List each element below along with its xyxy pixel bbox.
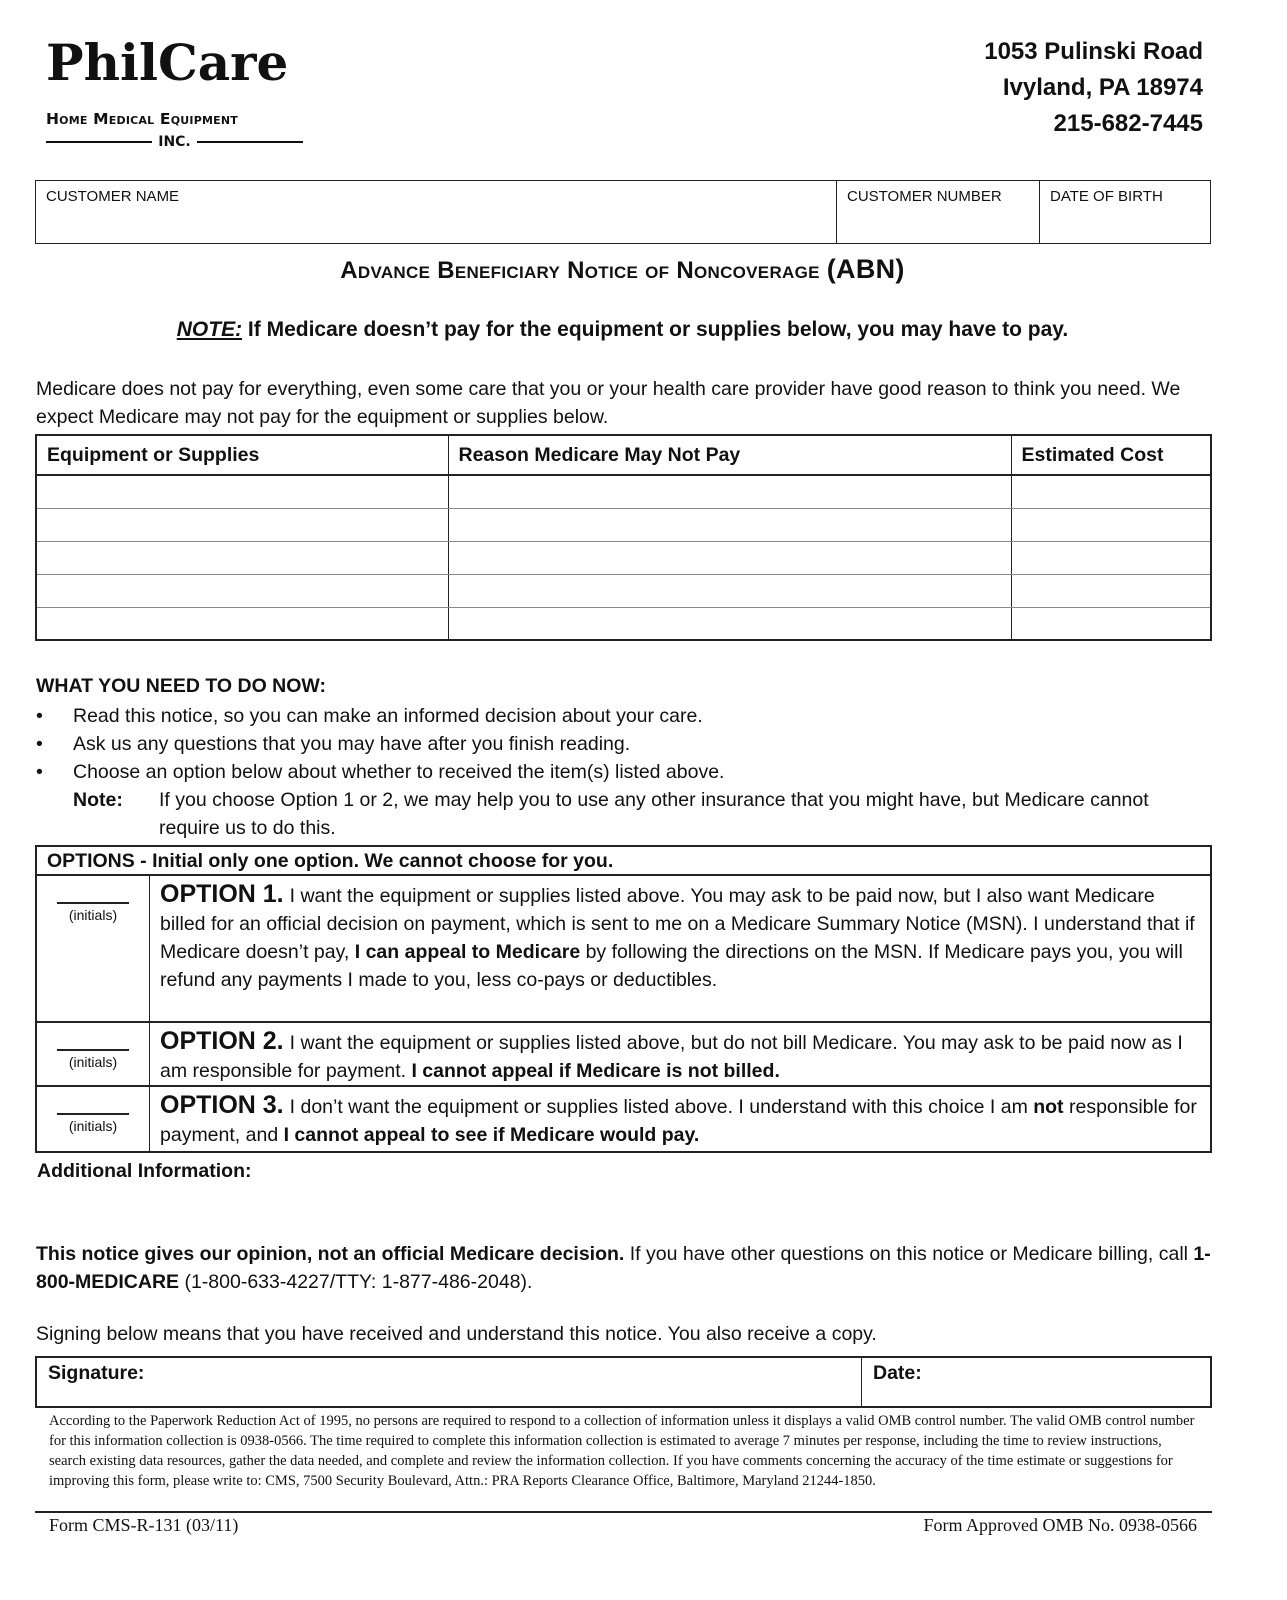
cost-cell[interactable] [1011, 607, 1211, 640]
customer-info-box [35, 180, 1211, 244]
form-id: Form CMS-R-131 (03/11) [49, 1515, 239, 1535]
column-header-cost: Estimated Cost [1011, 435, 1211, 475]
initials-line [57, 1049, 129, 1051]
reason-cell[interactable] [448, 607, 1011, 640]
column-header-reason: Reason Medicare May Not Pay [448, 435, 1011, 475]
divider [197, 141, 303, 143]
signature-field[interactable] [37, 1358, 861, 1406]
note-label: NOTE: [176, 318, 243, 341]
todo-note-text: If you choose Option 1 or 2, we may help you to use any other insurance that you might have, but Medicare cannot require us to do this. [159, 789, 1149, 839]
option-2-row [37, 1023, 1210, 1087]
omb-approval: Form Approved OMB No. 0938-0566 [923, 1515, 1197, 1535]
signature-box [35, 1356, 1212, 1408]
cost-cell[interactable] [1011, 541, 1211, 574]
option-3-title: OPTION 3. [160, 1091, 284, 1119]
options-heading: OPTIONS - Initial only one option. We cannot choose for you. [37, 847, 1210, 876]
bullet-icon: • [36, 761, 43, 783]
company-name: PhilCare [46, 33, 289, 92]
note-banner [0, 318, 1245, 342]
address-phone: 215-682-7445 [1053, 110, 1203, 137]
address-city: Ivyland, PA 18974 [1002, 74, 1203, 101]
equipment-cell[interactable] [36, 607, 448, 640]
equipment-cell[interactable] [36, 541, 448, 574]
customer-number-field[interactable] [836, 181, 1039, 243]
customer-name-field[interactable] [36, 181, 836, 243]
footer-divider [35, 1511, 1212, 1513]
company-logo [46, 33, 289, 92]
option-1-text: OPTION 1. I want the equipment or supplies listed above. You may ask to be paid now, but I also want Medicare billed for an official decision on payment, which is sent to me on a Medicare Summary Notice (MSN). I understand that if Medicare doesn’t pay, I can appeal to Medicare by following the directions on the MSN. If Medicare pays you, you will refund any payments I made to you, less co-pays or deductibles. [160, 880, 1195, 991]
note-text: If Medicare doesn’t pay for the equipment or supplies below, you may have to pay. [242, 318, 1069, 341]
address-street: 1053 Pulinski Road [984, 38, 1203, 65]
option-1-initials-field[interactable] [37, 876, 150, 1021]
options-box [35, 845, 1212, 1153]
page-title: Advance Beneficiary Notice of Noncoverage (ABN) [340, 254, 905, 284]
option-2-text: OPTION 2. I want the equipment or supplies listed above, but do not bill Medicare. You may ask to be paid now as I am responsible for payment. I cannot appeal if Medicare is not billed. [160, 1027, 1183, 1082]
option-1-row [37, 876, 1210, 1023]
cost-cell[interactable] [1011, 508, 1211, 541]
list-item: • Read this notice, so you can make an informed decision about your care. [36, 702, 1216, 730]
table-row [36, 574, 1211, 607]
title-abbreviation: (ABN) [826, 254, 905, 284]
additional-information-field[interactable] [37, 1160, 251, 1183]
equipment-cell[interactable] [36, 475, 448, 508]
column-header-equipment: Equipment or Supplies [36, 435, 448, 475]
todo-heading: WHAT YOU NEED TO DO NOW: [36, 675, 326, 697]
todo-list [36, 702, 1216, 786]
paperwork-reduction-act-notice: According to the Paperwork Reduction Act of 1995, no persons are required to respond to a collection of information unless it displays a valid OMB control number. The valid OMB control number for this information collection is 0938-0566. The time required to complete this information collection is estimated to average 7 minutes per response, including the time to review instructions, search existing data resources, gather the data needed, and complete and review the information collection. If you have comments concerning the accuracy of the time estimate or suggestions for improving this form, please write to: CMS, 7500 Security Boulevard, Attn.: PRA Reports Clearance Office, Baltimore, Maryland 21244-1850. [49, 1413, 1195, 1489]
reason-cell[interactable] [448, 508, 1011, 541]
reason-cell[interactable] [448, 541, 1011, 574]
option-1-title: OPTION 1. [160, 880, 284, 908]
table-row [36, 541, 1211, 574]
initials-line [57, 1113, 129, 1115]
table-header-row [36, 435, 1211, 475]
initials-line [57, 902, 129, 904]
reason-cell[interactable] [448, 574, 1011, 607]
disclaimer-paragraph: This notice gives our opinion, not an official Medicare decision. If you have other questions on this notice or Medicare billing, call 1-800-MEDICARE (1-800-633-4227/TTY: 1-877-486-2048). [36, 1243, 1211, 1293]
equipment-cell[interactable] [36, 508, 448, 541]
date-of-birth-field[interactable] [1039, 181, 1210, 243]
date-field[interactable] [861, 1358, 1210, 1406]
option-3-initials-field[interactable] [37, 1087, 150, 1151]
intro-paragraph: Medicare does not pay for everything, even some care that you or your health care provider have good reason to think you need. We expect Medicare may not pay for the equipment or supplies below. [36, 378, 1181, 428]
initials-label: (initials) [68, 1117, 118, 1134]
option-3-text: OPTION 3. I don’t want the equipment or supplies listed above. I understand with this choice I am not responsible for payment, and I cannot appeal to see if Medicare would pay. [160, 1091, 1197, 1146]
equipment-cell[interactable] [36, 574, 448, 607]
todo-note [73, 786, 1213, 842]
additional-information-label: Additional Information: [37, 1160, 252, 1182]
list-item: • Choose an option below about whether to received the item(s) listed above. [36, 758, 1216, 786]
divider [46, 141, 152, 143]
company-inc: INC. [46, 134, 303, 150]
company-address [984, 34, 1203, 142]
option-2-initials-field[interactable] [37, 1023, 150, 1085]
list-item: • Ask us any questions that you may have after you finish reading. [36, 730, 1216, 758]
option-3-row [37, 1087, 1210, 1151]
cost-cell[interactable] [1011, 574, 1211, 607]
bullet-icon: • [36, 733, 43, 755]
cost-cell[interactable] [1011, 475, 1211, 508]
medicare-phone: 1-800-MEDICARE [36, 1243, 1211, 1293]
table-row [36, 508, 1211, 541]
option-2-title: OPTION 2. [160, 1027, 284, 1055]
date-label: Date: [873, 1362, 922, 1384]
items-table [35, 434, 1212, 641]
initials-label: (initials) [68, 906, 118, 923]
signing-instructions: Signing below means that you have received and understand this notice. You also receive a copy. [36, 1323, 877, 1345]
customer-name-label: CUSTOMER NAME [46, 188, 180, 205]
todo-note-label: Note: [73, 789, 123, 811]
signature-label: Signature: [48, 1362, 145, 1384]
table-row [36, 475, 1211, 508]
company-subtitle: Home Medical Equipment [46, 110, 238, 128]
initials-label: (initials) [68, 1053, 118, 1070]
bullet-icon: • [36, 705, 43, 727]
table-row [36, 607, 1211, 640]
reason-cell[interactable] [448, 475, 1011, 508]
date-of-birth-label: DATE OF BIRTH [1050, 188, 1163, 205]
customer-number-label: CUSTOMER NUMBER [847, 188, 1002, 205]
